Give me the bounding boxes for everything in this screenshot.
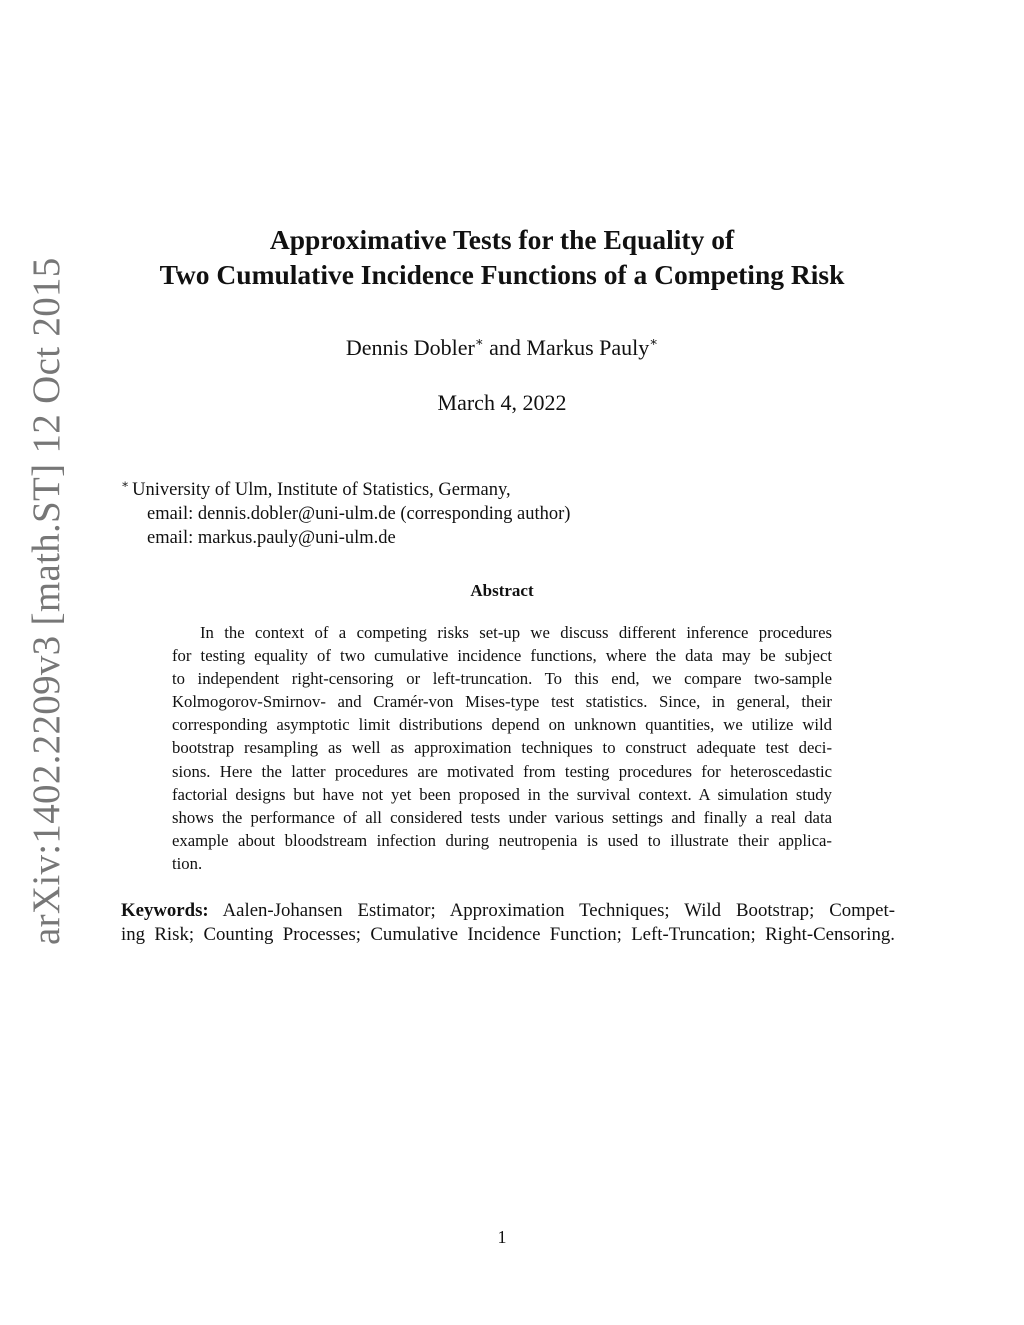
arxiv-identifier-stamp: arXiv:1402.2209v3 [math.ST] 12 Oct 2015 (25, 257, 68, 945)
paper-date: March 4, 2022 (437, 390, 567, 415)
affiliation-email-dobler: email: dennis.dobler@uni-ulm.de (corresponding author) (147, 504, 571, 524)
abstract-heading: Abstract (470, 581, 534, 600)
affiliation-mark: ∗ (121, 477, 130, 491)
abstract-line: shows the performance of all considered tests under various settings and finally a real data (172, 807, 832, 827)
keywords-text-1: Aalen-Johansen Estimator; Approximation Techniques; Wild Bootstrap; Compet- (208, 900, 895, 921)
author-pauly-affiliation-mark: ∗ (649, 334, 659, 349)
author-conjunction: and (483, 335, 527, 360)
abstract-line: for testing equality of two cumulative incidence functions, where the data may be subject (172, 646, 832, 666)
page-number: 1 (497, 1227, 507, 1247)
title-line-2: Two Cumulative Incidence Functions of a Competing Risk (159, 259, 845, 290)
author-pauly: Markus Pauly (526, 335, 650, 360)
keywords-line-1 (121, 899, 895, 923)
abstract-line: to independent right-censoring or left-truncation. To this end, we compare two-sample (172, 669, 832, 689)
keywords-label: Keywords: (121, 900, 209, 921)
affiliation-block (121, 478, 570, 550)
keywords-block (121, 899, 895, 947)
abstract-line: sions. Here the latter procedures are motivated from testing procedures for heteroscedastic (172, 761, 832, 781)
affiliation-institution (121, 478, 570, 502)
abstract-line: bootstrap resampling as well as approximation techniques to construct adequate test deci- (172, 738, 832, 758)
abstract-line: In the context of a competing risks set-up we discuss different inference procedures (200, 623, 832, 642)
affiliation-institution-text: University of Ulm, Institute of Statistics, Germany, (132, 480, 511, 500)
abstract-line: corresponding asymptotic limit distributions depend on unknown quantities, we utilize wild (172, 715, 832, 735)
author-list (0, 334, 1004, 362)
abstract-body (172, 621, 832, 875)
abstract-line: example about bloodstream infection during neutropenia is used to illustrate their applica- (172, 830, 832, 850)
title-line-1: Approximative Tests for the Equality of (269, 224, 735, 255)
affiliation-email-pauly: email: markus.pauly@uni-ulm.de (147, 528, 396, 548)
abstract-line: factorial designs but have not yet been proposed in the survival context. A simulation study (172, 784, 832, 804)
paper-title (0, 222, 1004, 292)
keywords-line-2: ing Risk; Counting Processes; Cumulative Incidence Function; Left-Truncation; Right-Censoring. (121, 924, 895, 945)
author-dobler-affiliation-mark: ∗ (474, 334, 484, 349)
abstract-line: Kolmogorov-Smirnov- and Cramér-von Mises-type test statistics. Since, in general, their (172, 692, 832, 712)
abstract-line: tion. (172, 853, 203, 873)
author-dobler: Dennis Dobler (345, 335, 475, 360)
